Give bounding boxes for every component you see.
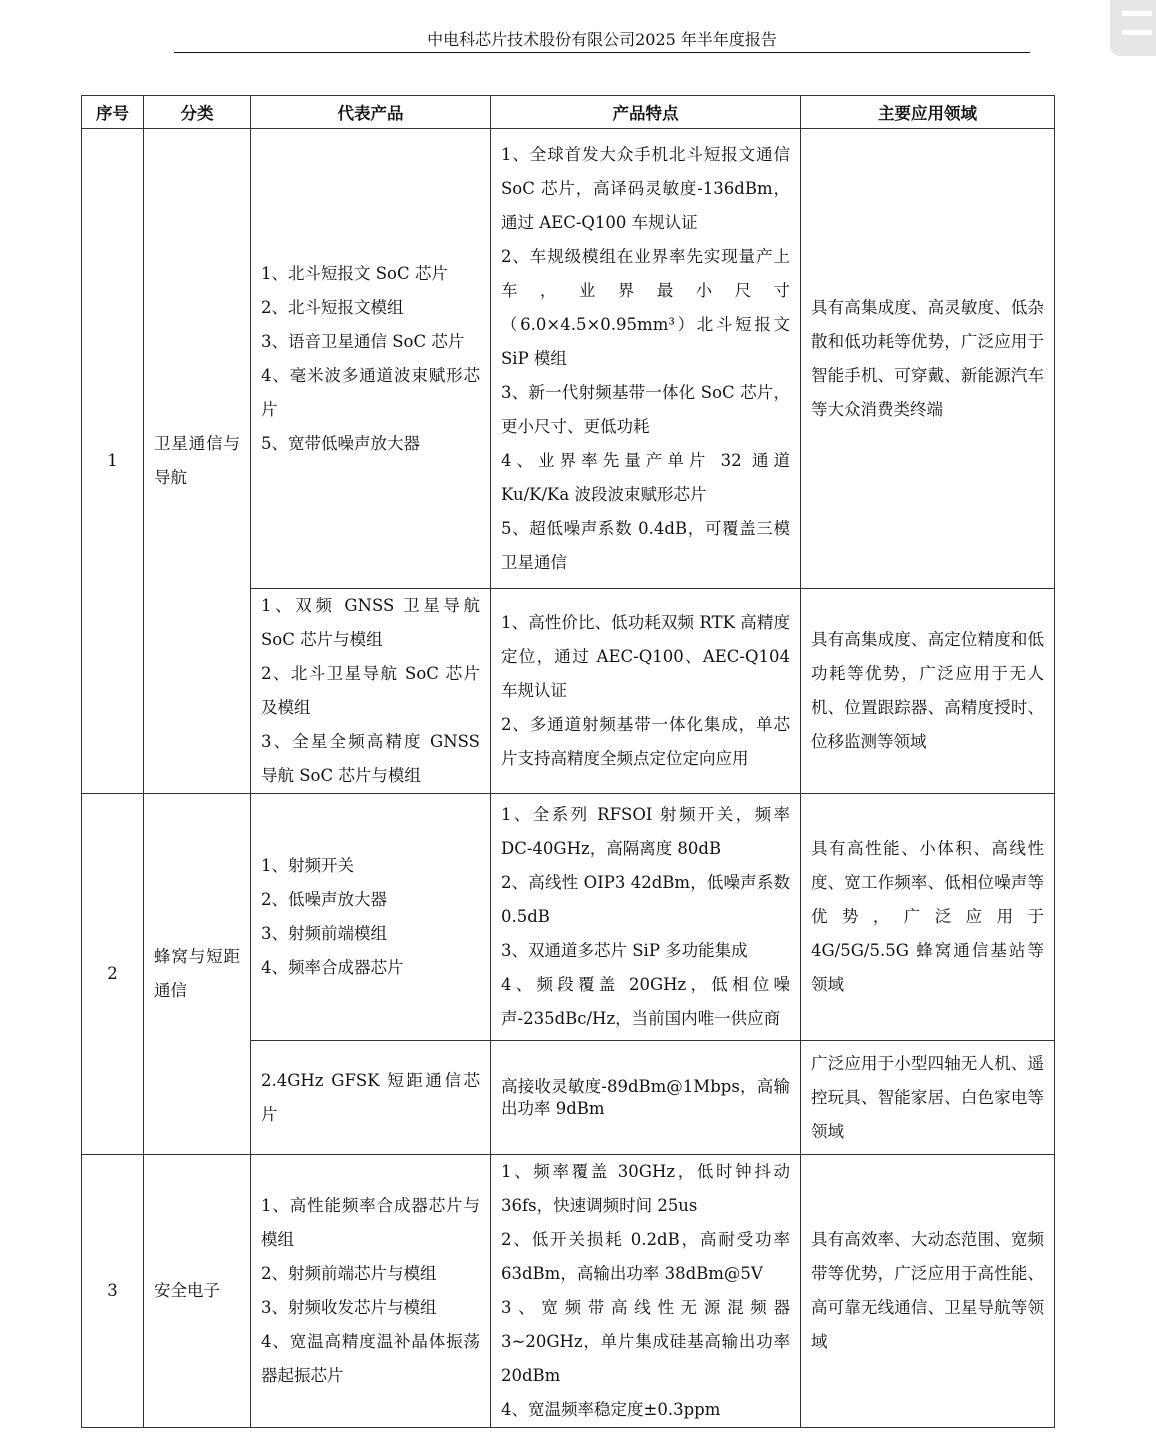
table-row <box>82 129 1055 589</box>
feature-item: 2、高线性 OIP3 42dBm，低噪声系数 0.5dB <box>501 873 790 926</box>
tab-bar-icon <box>1122 11 1152 16</box>
product-item: 2、低噪声放大器 <box>261 890 387 909</box>
table-row <box>82 794 1055 1041</box>
table-header-row <box>82 96 1055 129</box>
row-category: 蜂窝与短距通信 <box>144 794 251 1155</box>
product-item: 1、高性能频率合成器芯片与模组 <box>261 1196 480 1249</box>
product-item: 1、双频 GNSS 卫星导航 SoC 芯片与模组 <box>261 596 480 649</box>
applications-cell: 具有高效率、大动态范围、宽频带等优势，广泛应用于高性能、高可靠无线通信、卫星导航等领域 <box>801 1155 1055 1428</box>
feature-item: 1、全系列 RFSOI 射频开关，频率 DC-40GHz，高隔离度 80dB <box>501 805 790 858</box>
features-cell <box>491 1155 801 1428</box>
feature-item: 1、高性价比、低功耗双频 RTK 高精度定位，通过 AEC-Q100、AEC-Q104 车规认证 <box>501 613 790 700</box>
feature-item: 高接收灵敏度-89dBm@1Mbps，高输出功率 9dBm <box>501 1076 790 1118</box>
applications-cell: 具有高集成度、高灵敏度、低杂散和低功耗等优势，广泛应用于智能手机、可穿戴、新能源汽车等大众消费类终端 <box>801 129 1055 589</box>
feature-item: 2、低开关损耗 0.2dB，高耐受功率 63dBm，高输出功率 38dBm@5V <box>501 1230 790 1283</box>
product-table <box>81 95 1055 1428</box>
applications-cell: 广泛应用于小型四轴无人机、遥控玩具、智能家居、白色家电等领域 <box>801 1041 1055 1155</box>
row-number: 3 <box>82 1155 144 1428</box>
product-item: 3、语音卫星通信 SoC 芯片 <box>261 331 465 351</box>
product-item: 1、北斗短报文 SoC 芯片 <box>261 263 448 283</box>
feature-item: 1、全球首发大众手机北斗短报文通信 SoC 芯片，高译码灵敏度-136dBm，通过 AEC-Q100 车规认证 <box>501 144 790 232</box>
row-number: 2 <box>82 794 144 1155</box>
product-item: 2、射频前端芯片与模组 <box>261 1264 437 1283</box>
features-cell <box>491 589 801 794</box>
feature-item: 3、双通道多芯片 SiP 多功能集成 <box>501 941 748 960</box>
col-header-products: 代表产品 <box>251 96 491 129</box>
products-cell <box>251 129 491 589</box>
table-row <box>82 1155 1055 1428</box>
product-item: 1、射频开关 <box>261 856 354 875</box>
product-item: 2、北斗短报文模组 <box>261 297 404 317</box>
feature-item: 4、宽温频率稳定度±0.3ppm <box>501 1400 721 1419</box>
col-header-no: 序号 <box>82 96 144 129</box>
products-cell <box>251 1041 491 1155</box>
products-cell <box>251 589 491 794</box>
product-item: 5、宽带低噪声放大器 <box>261 433 420 453</box>
features-cell <box>491 1041 801 1155</box>
feature-item: 5、超低噪声系数 0.4dB，可覆盖三模卫星通信 <box>501 518 790 572</box>
product-item: 4、频率合成器芯片 <box>261 958 404 977</box>
product-item: 3、全星全频高精度 GNSS 导航 SoC 芯片与模组 <box>261 732 480 785</box>
applications-cell: 具有高集成度、高定位精度和低功耗等优势，广泛应用于无人机、位置跟踪器、高精度授时、位移监测等领域 <box>801 589 1055 794</box>
row-number: 1 <box>82 129 144 794</box>
products-cell <box>251 1155 491 1428</box>
products-cell <box>251 794 491 1041</box>
row-category: 卫星通信与导航 <box>144 129 251 794</box>
features-cell <box>491 794 801 1041</box>
col-header-features: 产品特点 <box>491 96 801 129</box>
features-cell <box>491 129 801 589</box>
feature-item: 4、业界率先量产单片 32 通道 Ku/K/Ka 波段波束赋形芯片 <box>501 450 790 504</box>
product-item: 4、毫米波多通道波束赋形芯片 <box>261 365 480 419</box>
page-header: 中电科芯片技术股份有限公司2025 年半年度报告 <box>427 30 777 49</box>
feature-item: 2、车规级模组在业界率先实现量产上车，业界最小尺寸（6.0×4.5×0.95mm³）北斗短报文 SiP 模组 <box>501 246 790 368</box>
feature-item: 4、频段覆盖 20GHz，低相位噪声-235dBc/Hz，当前国内唯一供应商 <box>501 975 790 1028</box>
product-item: 3、射频前端模组 <box>261 924 387 943</box>
feature-item: 3、新一代射频基带一体化 SoC 芯片，更小尺寸、更低功耗 <box>501 382 790 436</box>
col-header-applications: 主要应用领域 <box>801 96 1055 129</box>
product-item: 3、射频收发芯片与模组 <box>261 1298 437 1317</box>
product-item: 2.4GHz GFSK 短距通信芯片 <box>261 1070 480 1124</box>
feature-item: 2、多通道射频基带一体化集成，单芯片支持高精度全频点定位定向应用 <box>501 715 790 768</box>
header-divider <box>174 52 1030 53</box>
tab-bar-icon <box>1122 30 1152 35</box>
applications-cell: 具有高性能、小体积、高线性度、宽工作频率、低相位噪声等优势，广泛应用于 4G/5G/5.5G 蜂窝通信基站等领域 <box>801 794 1055 1041</box>
side-panel-tab[interactable] <box>1110 0 1156 56</box>
product-item: 4、宽温高精度温补晶体振荡器起振芯片 <box>261 1332 480 1385</box>
col-header-category: 分类 <box>144 96 251 129</box>
row-category: 安全电子 <box>144 1155 251 1428</box>
feature-item: 1、频率覆盖 30GHz，低时钟抖动 36fs，快速调频时间 25us <box>501 1162 790 1215</box>
feature-item: 3、宽频带高线性无源混频器 3~20GHz，单片集成硅基高输出功率 20dBm <box>501 1298 790 1385</box>
product-item: 2、北斗卫星导航 SoC 芯片及模组 <box>261 664 480 717</box>
